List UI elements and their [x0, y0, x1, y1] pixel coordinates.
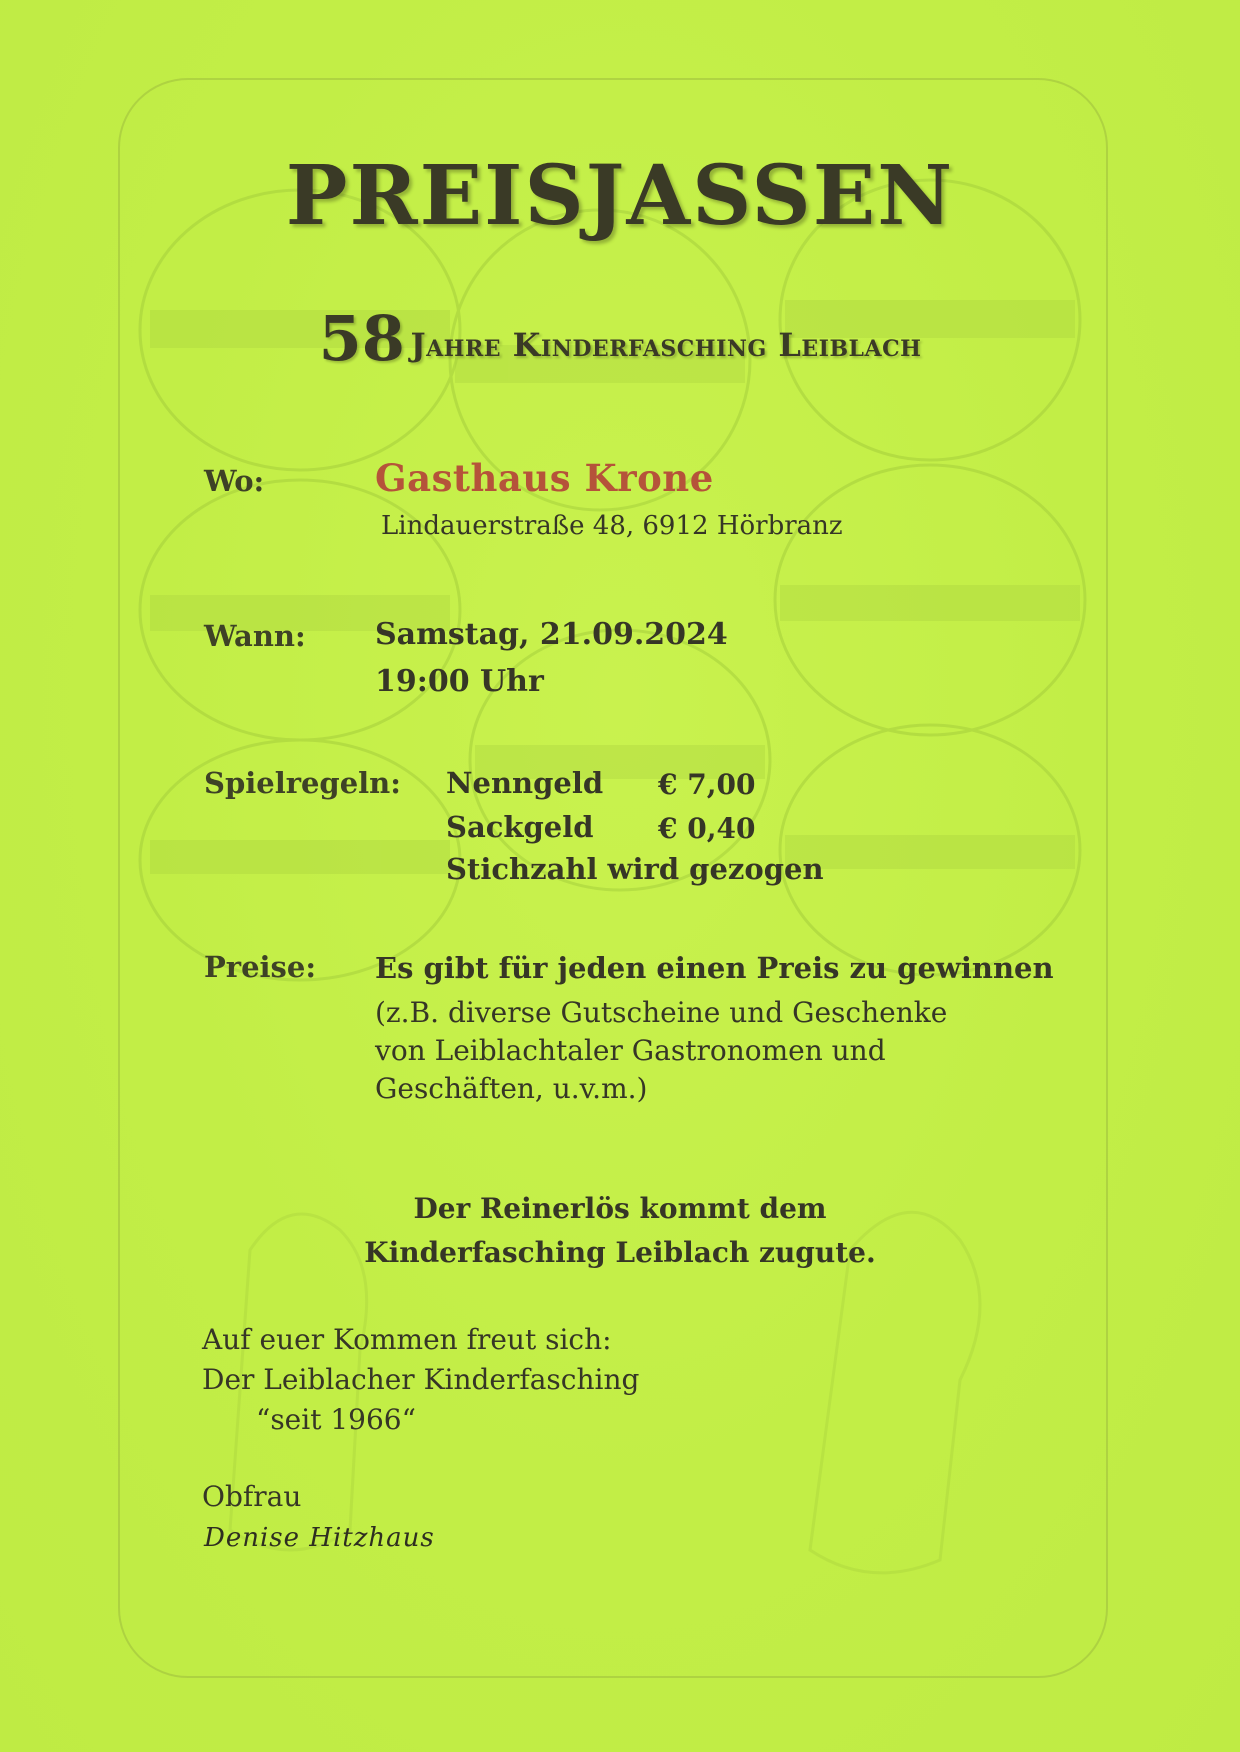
event-time: 19:00 Uhr	[375, 664, 544, 699]
location-label: Wo:	[204, 464, 265, 498]
rule-item-price: € 0,40	[658, 812, 756, 845]
signature: Denise Hitzhaus	[204, 1523, 435, 1553]
subtitle-text: Jahre Kinderfasching Leiblach	[410, 326, 922, 364]
subtitle	[0, 302, 1240, 375]
proceeds-note: Kinderfasching Leiblach zugute.	[364, 1236, 876, 1269]
proceeds-note: Der Reinerlös kommt dem	[413, 1192, 827, 1225]
prizes-label: Preise:	[204, 950, 317, 984]
rules-label: Spielregeln:	[204, 766, 401, 800]
time-label: Wann:	[204, 619, 306, 653]
rules-note: Stichzahl wird gezogen	[446, 852, 824, 886]
prizes-line: Geschäften, u.v.m.)	[375, 1072, 648, 1105]
subtitle-number: 58	[318, 302, 405, 375]
event-date: Samstag, 21.09.2024	[375, 617, 728, 652]
prizes-line: von Leiblachtaler Gastronomen und	[375, 1034, 886, 1067]
closing-line: Der Leiblacher Kinderfasching	[202, 1363, 640, 1396]
rule-item-price: € 7,00	[658, 768, 756, 801]
venue-name: Gasthaus Krone	[375, 456, 714, 500]
venue-address: Lindauerstraße 48, 6912 Hörbranz	[381, 511, 843, 541]
rule-item-name: Sackgeld	[446, 810, 594, 844]
page-title: PREISJASSEN	[285, 148, 955, 244]
signoff-role: Obfrau	[202, 1480, 302, 1513]
closing-line: “seit 1966“	[256, 1403, 416, 1436]
prizes-line: (z.B. diverse Gutscheine und Geschenke	[375, 996, 948, 1029]
closing-line: Auf euer Kommen freut sich:	[202, 1323, 612, 1356]
prizes-line: Es gibt für jeden einen Preis zu gewinnen	[375, 951, 1054, 985]
rule-item-name: Nenngeld	[446, 766, 604, 800]
